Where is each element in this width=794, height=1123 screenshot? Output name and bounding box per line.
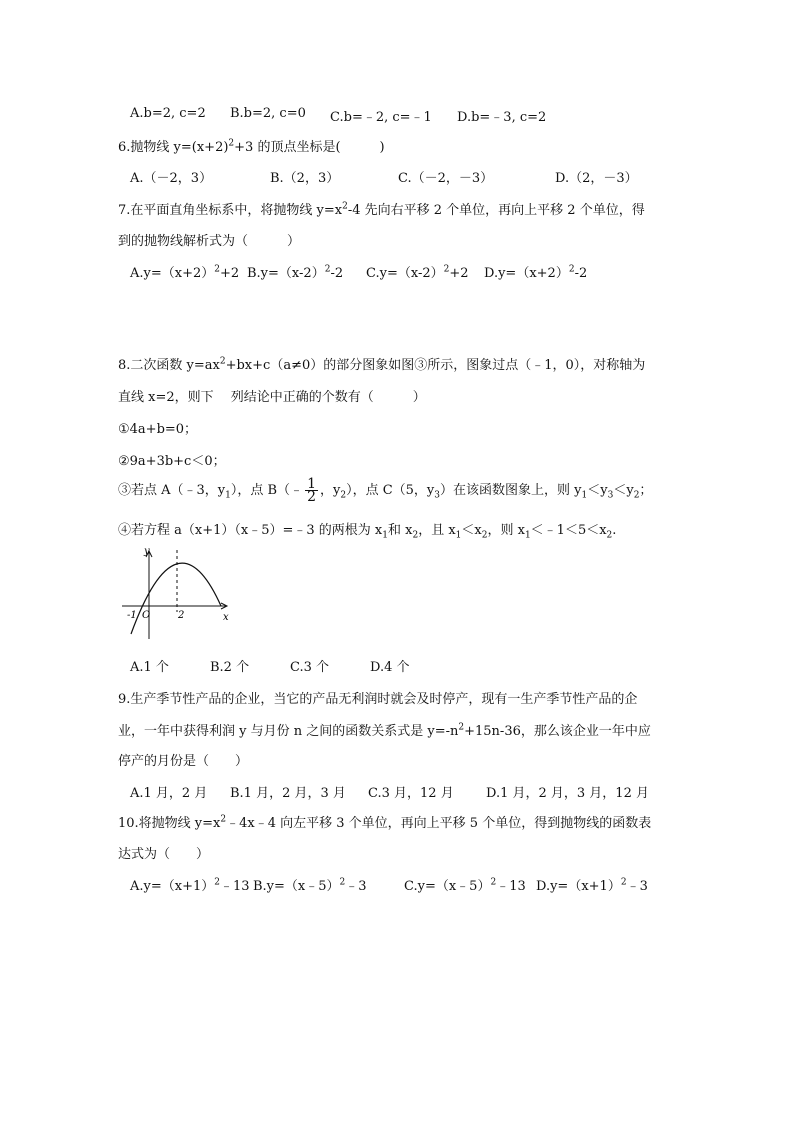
q6-option-c: C.（－2，－3）	[398, 171, 494, 186]
q10-stem-line2: 达式为（ ）	[118, 847, 210, 862]
q9-stem-line2: 业，一年中获得利润 y 与月份 n 之间的函数关系式是 $y=-n^2+15n-36$，那么该企业一年中应	[118, 722, 651, 739]
q9-stem-line1: 9.生产季节性产品的企业，当它的产品无利润时就会及时停产，现有一生产季节性产品的企	[118, 692, 638, 707]
q9-stem-line3: 停产的月份是（ ）	[118, 754, 249, 769]
q8-conclusion-2: ②9a+3b+c＜0；	[118, 454, 226, 469]
q10-option-b: B.y=（x﹣5）$^2$﹣3	[253, 877, 367, 894]
label-two: 2	[178, 610, 185, 621]
q9-option-b: B.1 月，2 月，3 月	[230, 786, 346, 801]
q8-parabola-graph	[118, 542, 238, 642]
q8-stem-line2: 直线 x=2，则下 列结论中正确的个数有（ ）	[118, 390, 426, 405]
q7-option-c: $C.y=(x-2)^2+2$	[366, 264, 469, 281]
origin-label: O	[142, 610, 151, 621]
q5-option-b: B.b=2, c=0	[230, 106, 306, 121]
q8-option-c: C.3 个	[290, 660, 330, 675]
q8-conclusion-1: ①4a+b=0；	[118, 422, 198, 437]
q7-stem-line2: 到的抛物线解析式为（ ）	[118, 234, 301, 249]
q7-option-a: $A.y=(x+2)^2+2$	[130, 264, 240, 281]
q9-option-c: C.3 月，12 月	[368, 786, 454, 801]
q5-option-a: A.b=2, c=2	[130, 106, 206, 121]
q6-option-a: A.（－2，3）	[130, 171, 213, 186]
q8-stem-line1: 8.二次函数 $y=ax^2+bx+c(a\ne 0)$的部分图象如图③所示，图象过点（﹣1，0），对称轴为	[118, 356, 646, 373]
q5-option-d: D.b=﹣3, c=2	[457, 110, 547, 125]
q8-option-a: A.1 个	[130, 660, 169, 675]
q7-stem-line1: 7.在平面直角坐标系中，将抛物线 $y=x^2-4$ 先向右平移 2 个单位，再向上平移 2 个单位，得	[118, 201, 645, 218]
q9-option-d: D.1 月，2 月，3 月，12 月	[486, 786, 649, 801]
x-axis-label: x	[223, 612, 229, 623]
q10-option-c: C.y=（x﹣5）$^2$﹣13	[404, 877, 526, 894]
q5-option-c: C.b=﹣2, c=﹣1	[330, 110, 432, 125]
q10-stem-line1: 10.将抛物线 $y=x^2﹣4x﹣4$ 向左平移 3 个单位，再向上平移 5 个单位，得到抛物线的函数表	[118, 814, 652, 831]
q6-stem: 6.抛物线 $y=(x+2)^2+3$ 的顶点坐标是( )	[118, 138, 385, 155]
q7-option-d: $D.y=(x+2)^2-2$	[484, 264, 588, 281]
fraction-one-half: $\frac{1}{2}$	[307, 476, 316, 505]
q6-option-b: B.（2，3）	[270, 171, 340, 186]
q8-conclusion-4: ④若方程 a（x+1）（x﹣5）=﹣3 的两根为 $x_1$和 $x_2$，且 $x_1<x_2$，则 $x_1<﹣1<5<x_2$.	[118, 523, 617, 541]
label-neg1: -1	[127, 610, 137, 621]
q7-option-b: $B.y=(x-2)^2-2$	[247, 264, 344, 281]
q8-conclusion-3: ③若点 A（﹣3，$y_1$），点 B（﹣ $\frac{1}{2}$ ，$y_2$），点 C（5，$y_3$）在该函数图象上，则 $y_1<y_3<y_2$；	[118, 476, 653, 505]
y-axis-label: y	[144, 546, 150, 557]
parabola-curve	[131, 563, 221, 634]
q10-option-a: $A.y=(x+1)^2﹣13$	[130, 877, 250, 894]
q6-option-d: D.（2，－3）	[555, 171, 638, 186]
q10-option-d: $D.y=(x+1)^2﹣3$	[536, 877, 648, 894]
q8-option-d: D.4 个	[370, 660, 410, 675]
q9-option-a: A.1 月，2 月	[130, 786, 208, 801]
q8-option-b: B.2 个	[210, 660, 250, 675]
